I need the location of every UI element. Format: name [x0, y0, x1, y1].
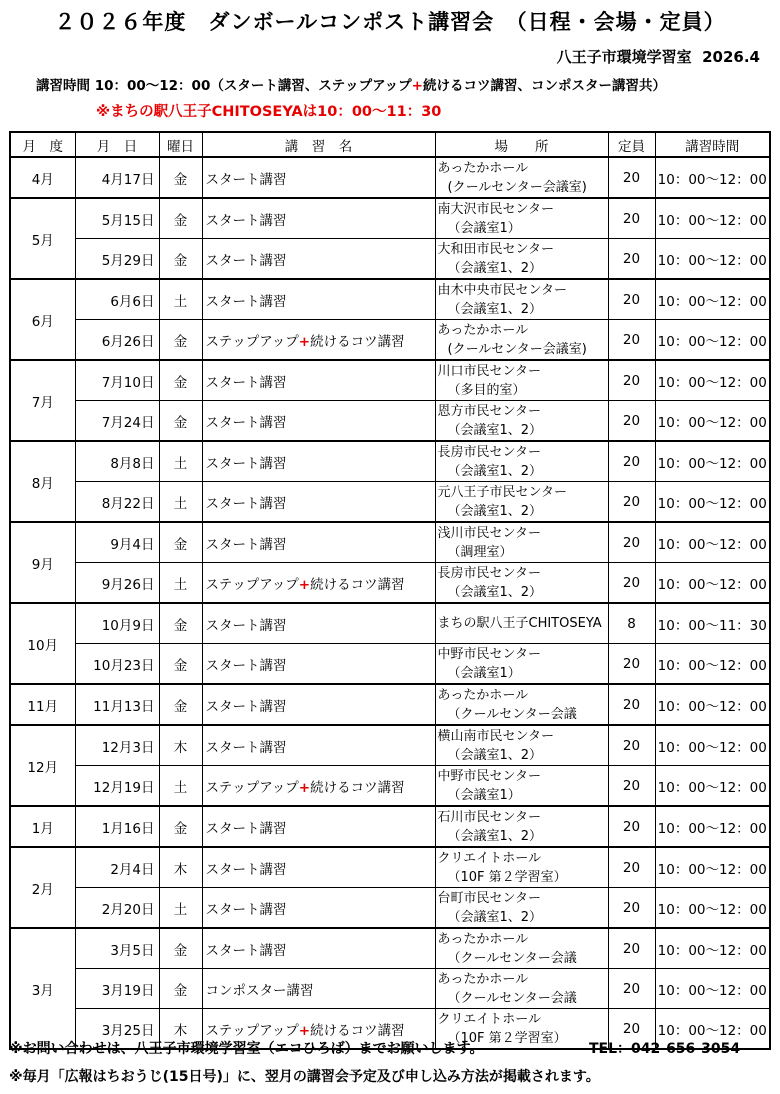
table-header-row — [10, 132, 770, 157]
header-date: 月 日 — [75, 132, 159, 157]
venue-room: （会議室1、2） — [447, 260, 543, 276]
venue-room: （クールセンター会議 — [447, 950, 577, 966]
venue-name: 恩方市民センター — [437, 403, 541, 419]
time-cell: 10：00～12：00 — [655, 482, 770, 523]
chitoseya-notice: ※まちの駅八王子CHITOSEYAは10：00～11：30 — [96, 104, 442, 120]
course-name: スタート講習 — [205, 495, 287, 512]
course-name: スタート講習 — [205, 617, 287, 634]
bulletin-note: ※毎月「広報はちおうじ(15日号)」に、翌月の講習会予定及び申し込み方法が掲載されます。 — [9, 1069, 600, 1085]
time-cell: 10：00～12：00 — [655, 239, 770, 280]
time-cell: 10：00～12：00 — [655, 806, 770, 847]
date-cell: 12月19日 — [75, 766, 159, 807]
weekday-cell: 金 — [159, 644, 202, 685]
weekday-cell: 土 — [159, 482, 202, 523]
capacity-cell: 8 — [608, 603, 655, 644]
header-month: 月 度 — [10, 132, 75, 157]
venue-cell — [435, 766, 608, 807]
time-cell: 10：00～12：00 — [655, 969, 770, 1009]
venue-name: 台町市民センター — [437, 890, 541, 906]
course-name-cell — [202, 441, 435, 482]
month-cell: 5月 — [10, 198, 75, 279]
date-cell: 4月17日 — [75, 157, 159, 198]
date-cell: 2月4日 — [75, 847, 159, 888]
venue-cell — [435, 684, 608, 725]
venue-name: あったかホール — [437, 160, 529, 176]
table-row — [10, 847, 770, 888]
time-cell: 10：00～12：00 — [655, 1009, 770, 1050]
course-name-cell — [202, 360, 435, 401]
month-cell: 6月 — [10, 279, 75, 360]
venue-room: （会議室1、2） — [447, 584, 543, 600]
venue-room: （多目的室） — [447, 382, 526, 398]
venue-room: （会議室1、2） — [447, 828, 543, 844]
table-row — [10, 401, 770, 442]
venue-name: 大和田市民センター — [437, 241, 554, 257]
course-name: コンポスター講習 — [205, 982, 314, 999]
venue-room: （会議室1） — [447, 665, 521, 681]
weekday-cell: 金 — [159, 198, 202, 239]
venue-cell — [435, 806, 608, 847]
header-time: 講習時間 — [655, 132, 770, 157]
venue-name: あったかホール — [437, 931, 529, 947]
table-row — [10, 928, 770, 969]
table-row — [10, 279, 770, 320]
venue-room: （会議室1） — [447, 787, 521, 803]
venue-cell — [435, 563, 608, 604]
capacity-cell: 20 — [608, 847, 655, 888]
venue-cell — [435, 482, 608, 523]
time-cell: 10：00～12：00 — [655, 320, 770, 361]
course-name: ステップアップ — [205, 779, 299, 796]
venue-cell — [435, 279, 608, 320]
table-row — [10, 441, 770, 482]
course-name: スタート講習 — [205, 252, 287, 269]
capacity-cell: 20 — [608, 401, 655, 442]
course-name-suffix: 続けるコツ講習 — [310, 1022, 405, 1039]
course-name-cell — [202, 239, 435, 280]
venue-room: （クールセンター会議 — [447, 706, 577, 722]
date-cell: 5月29日 — [75, 239, 159, 280]
plus-mark: + — [298, 333, 311, 350]
month-cell: 2月 — [10, 847, 75, 928]
course-name-cell — [202, 482, 435, 523]
capacity-cell: 20 — [608, 441, 655, 482]
time-cell: 10：00～12：00 — [655, 441, 770, 482]
course-name: スタート講習 — [205, 374, 287, 391]
month-cell: 11月 — [10, 684, 75, 725]
weekday-cell: 金 — [159, 522, 202, 563]
course-name-cell — [202, 928, 435, 969]
table-row — [10, 360, 770, 401]
course-name: ステップアップ — [205, 576, 299, 593]
course-name-cell — [202, 603, 435, 644]
header-dow: 曜日 — [159, 132, 202, 157]
capacity-cell: 20 — [608, 644, 655, 685]
header-capacity: 定員 — [608, 132, 655, 157]
month-cell: 8月 — [10, 441, 75, 522]
date-cell: 9月26日 — [75, 563, 159, 604]
venue-cell — [435, 969, 608, 1009]
venue-cell — [435, 888, 608, 929]
venue-name: 浅川市民センター — [437, 525, 541, 541]
venue-room: （会議室1、2） — [447, 463, 543, 479]
capacity-cell: 20 — [608, 928, 655, 969]
plus-mark: + — [298, 779, 311, 796]
weekday-cell: 金 — [159, 320, 202, 361]
venue-name: 由木中央市民センター — [437, 282, 567, 298]
venue-cell — [435, 198, 608, 239]
course-name-suffix: 続けるコツ講習 — [310, 779, 405, 796]
venue-cell — [435, 847, 608, 888]
course-name-cell — [202, 157, 435, 198]
weekday-cell: 金 — [159, 157, 202, 198]
venue-cell — [435, 360, 608, 401]
course-name: スタート講習 — [205, 901, 287, 918]
venue-cell — [435, 239, 608, 280]
table-row — [10, 320, 770, 361]
time-cell: 10：00～12：00 — [655, 644, 770, 685]
time-cell: 10：00～12：00 — [655, 360, 770, 401]
table-row — [10, 684, 770, 725]
venue-name: まちの駅八王子CHITOSEYA — [437, 616, 602, 631]
hours-note-after: 続けるコツ講習、コンポスター講習共） — [422, 78, 666, 94]
venue-name: 長房市民センター — [437, 565, 541, 581]
course-name-cell — [202, 198, 435, 239]
header-venue: 場 所 — [435, 132, 608, 157]
date-cell: 7月24日 — [75, 401, 159, 442]
venue-room: (クールセンター会議室) — [447, 341, 587, 357]
weekday-cell: 金 — [159, 969, 202, 1009]
header-course-name: 講 習 名 — [202, 132, 435, 157]
table-row — [10, 603, 770, 644]
date-cell: 3月19日 — [75, 969, 159, 1009]
venue-room: （10F 第２学習室） — [447, 869, 567, 885]
venue-cell — [435, 320, 608, 361]
venue-cell — [435, 157, 608, 198]
hours-note — [36, 74, 666, 94]
time-cell: 10：00～12：00 — [655, 563, 770, 604]
course-name: スタート講習 — [205, 536, 287, 553]
weekday-cell: 金 — [159, 360, 202, 401]
date-cell: 8月8日 — [75, 441, 159, 482]
weekday-cell: 金 — [159, 806, 202, 847]
course-name: スタート講習 — [205, 942, 287, 959]
time-cell: 10：00～12：00 — [655, 684, 770, 725]
venue-room: (クールセンター会議室) — [447, 179, 587, 195]
capacity-cell: 20 — [608, 563, 655, 604]
date-cell: 9月4日 — [75, 522, 159, 563]
course-name: スタート講習 — [205, 414, 287, 431]
time-cell: 10：00～12：00 — [655, 522, 770, 563]
capacity-cell: 20 — [608, 522, 655, 563]
venue-room: （会議室1、2） — [447, 301, 543, 317]
table-row — [10, 198, 770, 239]
time-cell: 10：00～12：00 — [655, 888, 770, 929]
venue-room: （クールセンター会議 — [447, 990, 577, 1006]
venue-name: あったかホール — [437, 971, 529, 987]
table-row — [10, 157, 770, 198]
month-cell: 7月 — [10, 360, 75, 441]
course-name-suffix: 続けるコツ講習 — [310, 576, 405, 593]
venue-cell — [435, 644, 608, 685]
venue-cell — [435, 928, 608, 969]
weekday-cell: 金 — [159, 239, 202, 280]
month-cell: 10月 — [10, 603, 75, 684]
course-name-cell — [202, 522, 435, 563]
weekday-cell: 土 — [159, 888, 202, 929]
phone-number: TEL：042-656-3054 — [589, 1041, 741, 1057]
venue-name: 南大沢市民センター — [437, 201, 554, 217]
venue-name: 中野市民センター — [437, 646, 541, 662]
course-name: ステップアップ — [205, 333, 299, 350]
venue-cell — [435, 725, 608, 766]
capacity-cell: 20 — [608, 888, 655, 929]
date-cell: 6月6日 — [75, 279, 159, 320]
weekday-cell: 金 — [159, 603, 202, 644]
course-name-cell — [202, 563, 435, 604]
time-cell: 10：00～12：00 — [655, 198, 770, 239]
time-cell: 10：00～12：00 — [655, 157, 770, 198]
capacity-cell: 20 — [608, 725, 655, 766]
month-cell: 1月 — [10, 806, 75, 847]
venue-room: （会議室1） — [447, 220, 521, 236]
table-row — [10, 725, 770, 766]
date-cell: 10月23日 — [75, 644, 159, 685]
venue-room: （調理室） — [447, 544, 513, 560]
capacity-cell: 20 — [608, 684, 655, 725]
course-name: スタート講習 — [205, 861, 287, 878]
venue-cell — [435, 522, 608, 563]
table-row — [10, 644, 770, 685]
venue-room: （会議室1、2） — [447, 747, 543, 763]
capacity-cell: 20 — [608, 766, 655, 807]
venue-room: （会議室1、2） — [447, 422, 543, 438]
weekday-cell: 金 — [159, 928, 202, 969]
venue-name: あったかホール — [437, 322, 529, 338]
time-cell: 10：00～12：00 — [655, 847, 770, 888]
schedule-table — [9, 131, 771, 1050]
course-name-cell — [202, 766, 435, 807]
contact-text: ※お問い合わせは、八王子市環境学習室（エコひろば）までお願いします。 — [9, 1041, 484, 1057]
capacity-cell: 20 — [608, 279, 655, 320]
month-cell: 12月 — [10, 725, 75, 806]
course-name-cell — [202, 279, 435, 320]
weekday-cell: 土 — [159, 441, 202, 482]
organizer-date: 八王子市環境学習室 2026.4 — [556, 48, 760, 66]
date-cell: 2月20日 — [75, 888, 159, 929]
weekday-cell: 木 — [159, 847, 202, 888]
date-cell: 11月13日 — [75, 684, 159, 725]
schedule-body — [10, 157, 770, 1049]
plus-mark: + — [298, 1022, 311, 1039]
date-cell: 6月26日 — [75, 320, 159, 361]
course-name: スタート講習 — [205, 698, 287, 715]
time-cell: 10：00～12：00 — [655, 401, 770, 442]
course-name: スタート講習 — [205, 820, 287, 837]
venue-name: 長房市民センター — [437, 444, 541, 460]
time-cell: 10：00～11：30 — [655, 603, 770, 644]
course-name-cell — [202, 644, 435, 685]
course-name: スタート講習 — [205, 657, 287, 674]
table-row — [10, 482, 770, 523]
capacity-cell: 20 — [608, 482, 655, 523]
capacity-cell: 20 — [608, 1009, 655, 1050]
weekday-cell: 木 — [159, 1009, 202, 1050]
venue-name: 元八王子市民センター — [437, 484, 567, 500]
venue-cell — [435, 603, 608, 644]
course-name-suffix: 続けるコツ講習 — [310, 333, 405, 350]
month-cell: 4月 — [10, 157, 75, 198]
course-name-cell — [202, 684, 435, 725]
table-row — [10, 806, 770, 847]
venue-room: （10F 第２学習室） — [447, 1030, 567, 1046]
date-cell: 3月25日 — [75, 1009, 159, 1050]
venue-name: クリエイトホール — [437, 1011, 541, 1027]
table-row — [10, 239, 770, 280]
venue-name: あったかホール — [437, 687, 529, 703]
capacity-cell: 20 — [608, 360, 655, 401]
date-cell: 8月22日 — [75, 482, 159, 523]
table-row — [10, 888, 770, 929]
venue-name: 中野市民センター — [437, 768, 541, 784]
capacity-cell: 20 — [608, 198, 655, 239]
page-title: ２０２６年度 ダンボールコンポスト講習会 （日程・会場・定員） — [54, 10, 726, 34]
weekday-cell: 土 — [159, 279, 202, 320]
weekday-cell: 金 — [159, 401, 202, 442]
course-name-cell — [202, 888, 435, 929]
month-cell: 3月 — [10, 928, 75, 1049]
time-cell: 10：00～12：00 — [655, 725, 770, 766]
capacity-cell: 20 — [608, 320, 655, 361]
plus-mark: + — [298, 576, 311, 593]
venue-name: 石川市民センター — [437, 809, 541, 825]
venue-name: 川口市民センター — [437, 363, 541, 379]
date-cell: 1月16日 — [75, 806, 159, 847]
weekday-cell: 木 — [159, 725, 202, 766]
time-cell: 10：00～12：00 — [655, 766, 770, 807]
venue-room: （会議室1、2） — [447, 503, 543, 519]
course-name: ステップアップ — [205, 1022, 299, 1039]
course-name: スタート講習 — [205, 739, 287, 756]
hours-note-before: 講習時間 10：00～12：00（スタート講習、ステップアップ — [36, 78, 412, 94]
course-name-cell — [202, 320, 435, 361]
course-name: スタート講習 — [205, 455, 287, 472]
capacity-cell: 20 — [608, 806, 655, 847]
capacity-cell: 20 — [608, 969, 655, 1009]
course-name-cell — [202, 969, 435, 1009]
venue-cell — [435, 441, 608, 482]
venue-cell — [435, 401, 608, 442]
weekday-cell: 金 — [159, 684, 202, 725]
capacity-cell: 20 — [608, 239, 655, 280]
time-cell: 10：00～12：00 — [655, 928, 770, 969]
weekday-cell: 土 — [159, 563, 202, 604]
course-name-cell — [202, 725, 435, 766]
course-name-cell — [202, 806, 435, 847]
plus-mark: + — [411, 78, 423, 94]
table-row — [10, 766, 770, 807]
weekday-cell: 土 — [159, 766, 202, 807]
date-cell: 3月5日 — [75, 928, 159, 969]
date-cell: 12月3日 — [75, 725, 159, 766]
venue-name: 横山南市民センター — [437, 728, 554, 744]
table-row — [10, 563, 770, 604]
table-row — [10, 969, 770, 1009]
course-name-cell — [202, 401, 435, 442]
time-cell: 10：00～12：00 — [655, 279, 770, 320]
capacity-cell: 20 — [608, 157, 655, 198]
course-name-cell — [202, 847, 435, 888]
date-cell: 7月10日 — [75, 360, 159, 401]
venue-name: クリエイトホール — [437, 850, 541, 866]
date-cell: 5月15日 — [75, 198, 159, 239]
month-cell: 9月 — [10, 522, 75, 603]
course-name: スタート講習 — [205, 171, 287, 188]
course-name: スタート講習 — [205, 293, 287, 310]
venue-room: （会議室1、2） — [447, 909, 543, 925]
table-row — [10, 522, 770, 563]
course-name: スタート講習 — [205, 212, 287, 229]
date-cell: 10月9日 — [75, 603, 159, 644]
